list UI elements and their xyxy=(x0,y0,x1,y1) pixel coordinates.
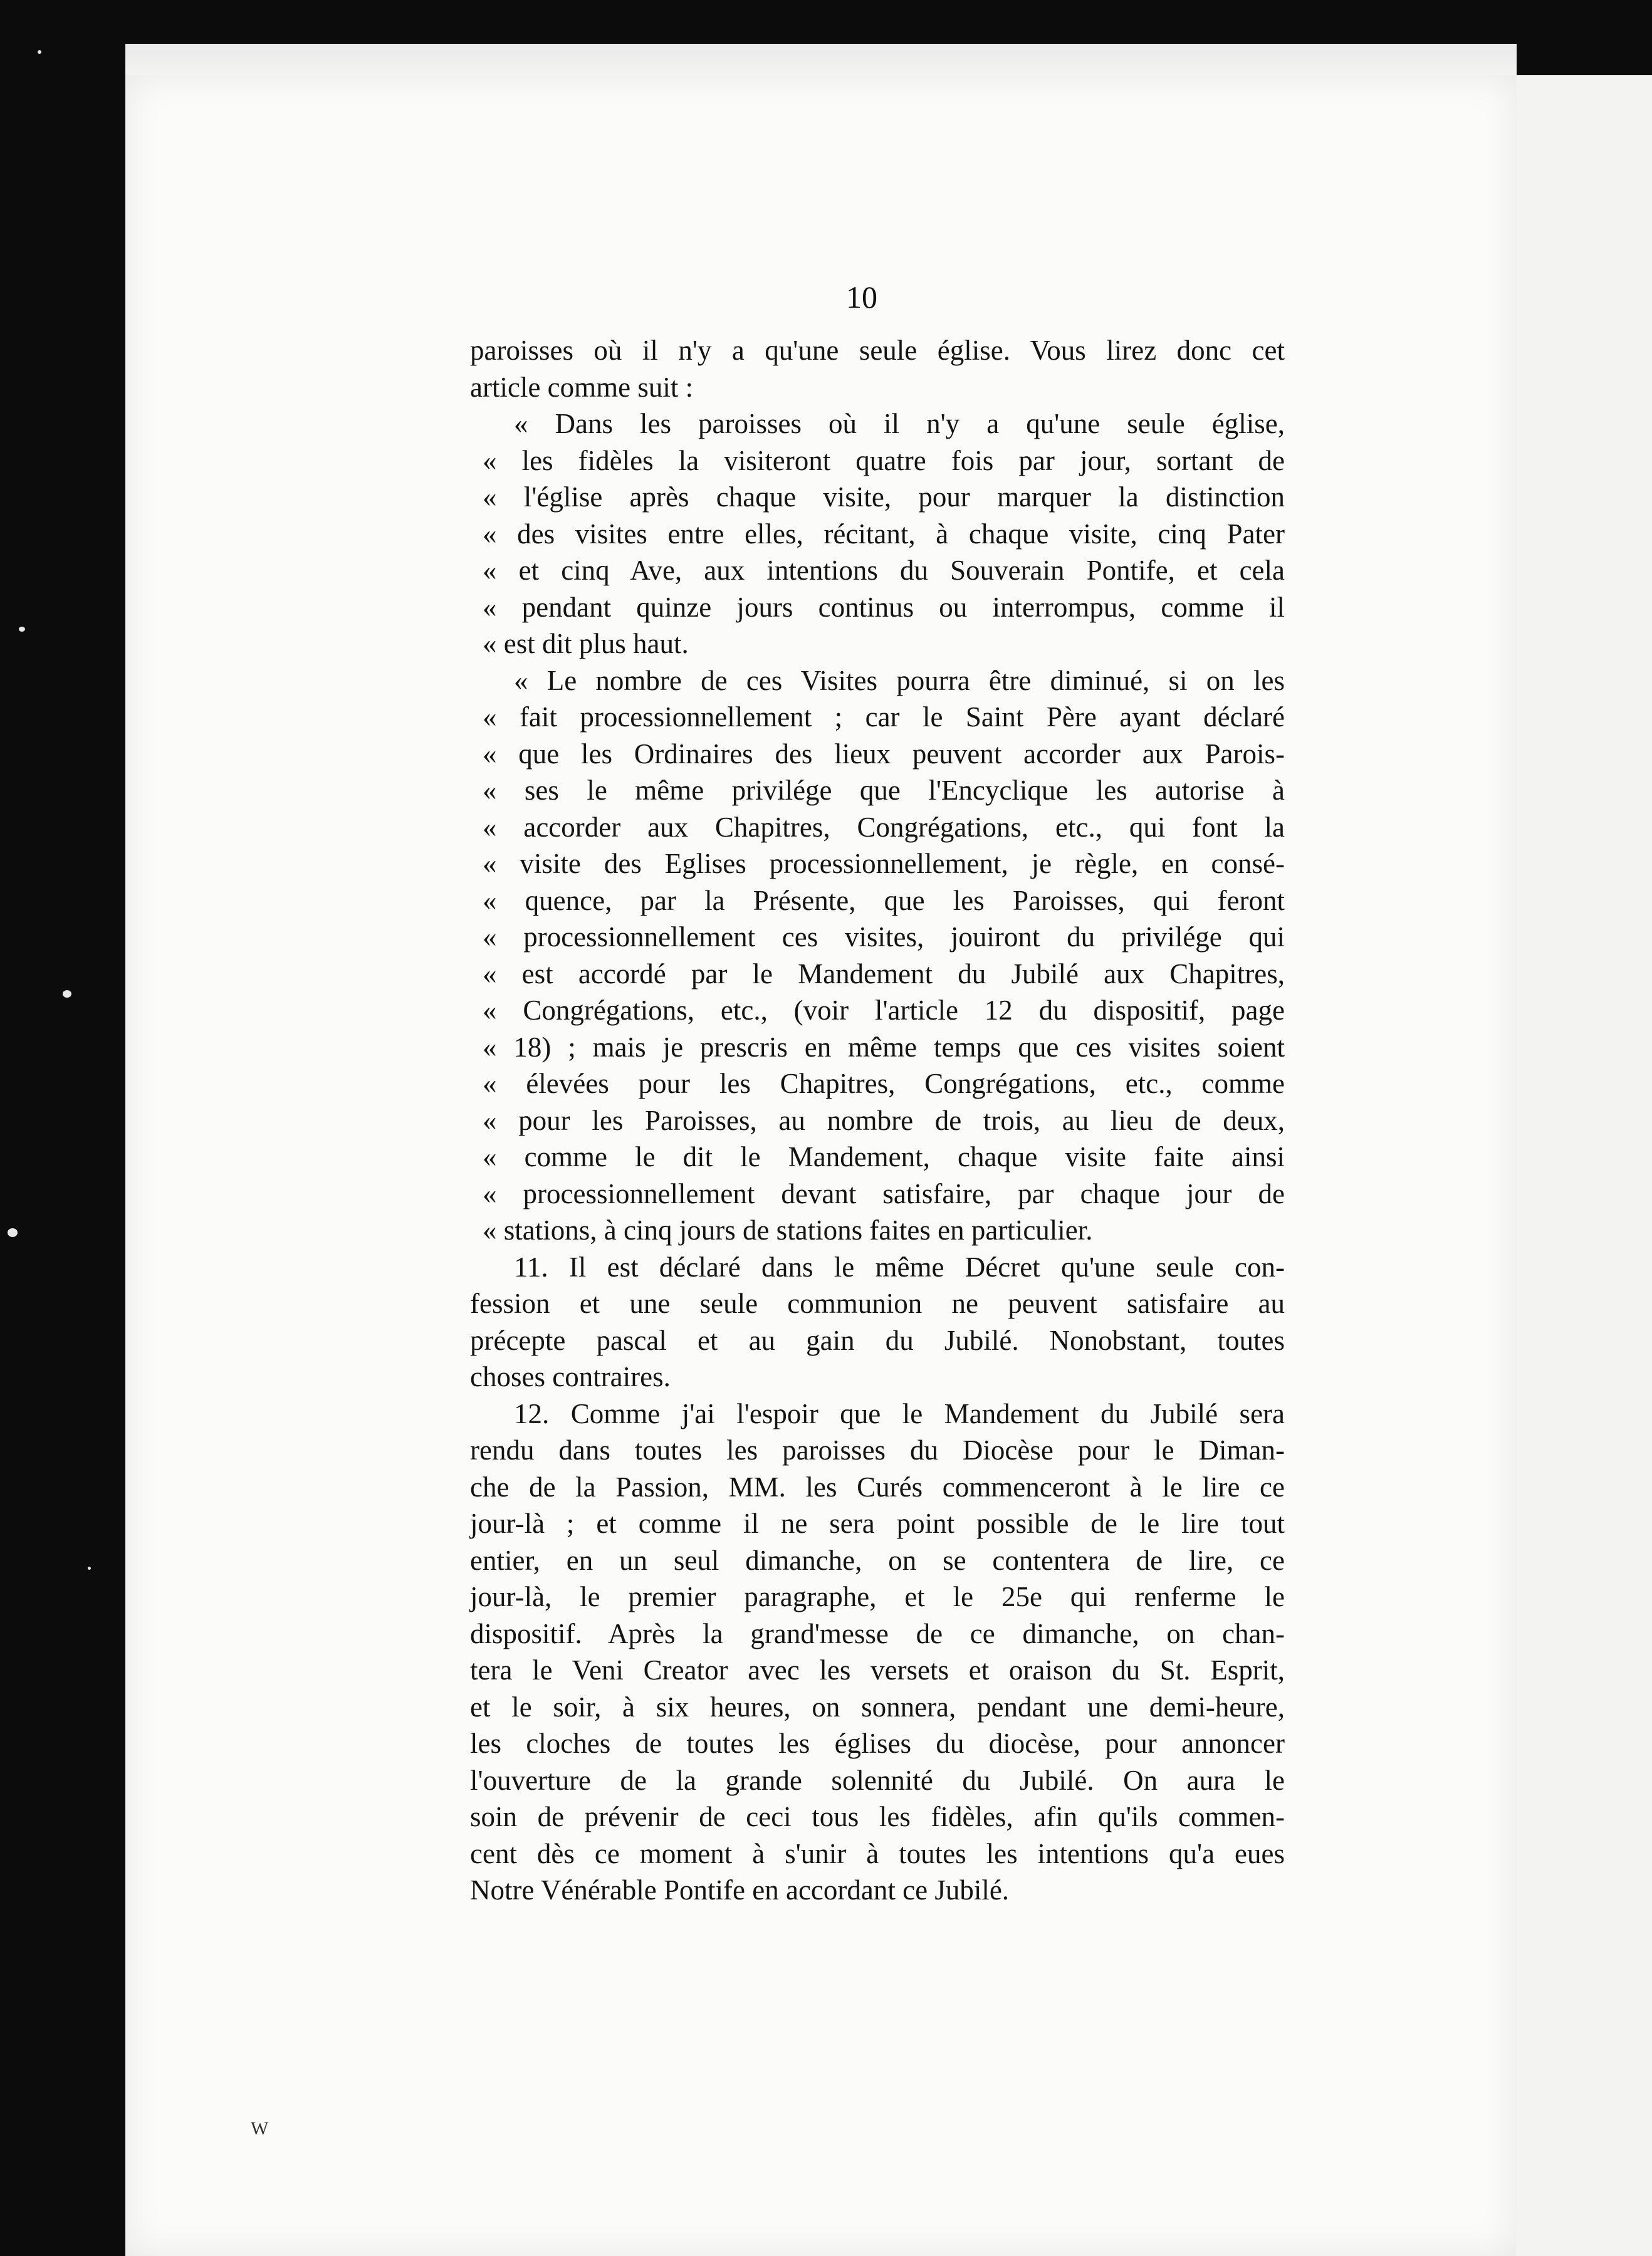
text-line: tera le Veni Creator avec les versets et oraison du St. Esprit, xyxy=(470,1654,1285,1686)
text-line: « et cinq Ave, aux intentions du Souverain Pontife, et cela xyxy=(483,555,1285,586)
text-line: « quence, par la Présente, que les Paroisses, qui feront xyxy=(483,884,1285,916)
text-line: rendu dans toutes les paroisses du Diocèse pour le Diman- xyxy=(470,1434,1285,1466)
text-line: 12. Comme j'ai l'espoir que le Mandement du Jubilé sera xyxy=(514,1397,1285,1429)
scan-speck xyxy=(19,627,25,632)
text-line: jour-là ; et comme il ne sera point possible de le lire tout xyxy=(470,1508,1285,1539)
text-line: « que les Ordinaires des lieux peuvent accorder aux Parois- xyxy=(483,738,1285,770)
text-line: l'ouverture de la grande solennité du Jubilé. On aura le xyxy=(470,1764,1285,1796)
text-line: « est dit plus haut. xyxy=(483,628,689,659)
text-line: dispositif. Après la grand'messe de ce dimanche, on chan- xyxy=(470,1617,1285,1649)
text-line: « comme le dit le Mandement, chaque visite faite ainsi xyxy=(483,1141,1285,1172)
text-line: « les fidèles la visiteront quatre fois par jour, sortant de xyxy=(483,444,1285,476)
text-line: fession et une seule communion ne peuvent satisfaire au xyxy=(470,1288,1285,1319)
text-line: et le soir, à six heures, on sonnera, pendant une demi-heure, xyxy=(470,1691,1285,1723)
text-line: « fait processionnellement ; car le Saint Père ayant déclaré xyxy=(483,701,1285,733)
text-line: che de la Passion, MM. les Curés commenceront à le lire ce xyxy=(470,1471,1285,1503)
page-number: 10 xyxy=(846,279,877,315)
scan-speck xyxy=(63,990,71,998)
library-stamp: W xyxy=(251,2118,273,2139)
scan-speck xyxy=(88,1567,91,1570)
scan-speck xyxy=(38,50,41,54)
text-line: Notre Vénérable Pontife en accordant ce Jubilé. xyxy=(470,1874,1010,1906)
text-line: « l'église après chaque visite, pour marquer la distinction xyxy=(483,481,1285,513)
text-line: « 18) ; mais je prescris en même temps que ces visites soient xyxy=(483,1031,1285,1063)
text-line: « Congrégations, etc., (voir l'article 12 du dispositif, page xyxy=(483,995,1285,1026)
text-line: « ses le même privilége que l'Encyclique les autorise à xyxy=(483,775,1285,806)
text-line: jour-là, le premier paragraphe, et le 25e qui renferme le xyxy=(470,1581,1285,1612)
text-line: choses contraires. xyxy=(470,1361,671,1392)
scan-speck xyxy=(8,1228,18,1237)
text-line: article comme suit : xyxy=(470,371,694,403)
text-line: soin de prévenir de ceci tous les fidèles, afin qu'ils commen- xyxy=(470,1801,1285,1832)
text-line: « Dans les paroisses où il n'y a qu'une seule église, xyxy=(514,408,1285,439)
text-line: « processionnellement devant satisfaire, par chaque jour de xyxy=(483,1178,1285,1209)
text-line: « stations, à cinq jours de stations faites en particulier. xyxy=(483,1214,1093,1246)
text-line: paroisses où il n'y a qu'une seule église. Vous lirez donc cet xyxy=(470,335,1285,366)
text-line: « visite des Eglises processionnellement, je règle, en consé- xyxy=(483,848,1285,879)
text-line: « processionnellement ces visites, jouiront du privilége qui xyxy=(483,921,1285,953)
text-line: 11. Il est déclaré dans le même Décret qu'une seule con- xyxy=(514,1251,1285,1283)
underlying-page-edge xyxy=(1495,75,1652,2256)
text-line: les cloches de toutes les églises du diocèse, pour annoncer xyxy=(470,1728,1285,1759)
text-line: « est accordé par le Mandement du Jubilé aux Chapitres, xyxy=(483,958,1285,990)
text-line: « des visites entre elles, récitant, à chaque visite, cinq Pater xyxy=(483,518,1285,550)
text-line: « Le nombre de ces Visites pourra être diminué, si on les xyxy=(514,664,1285,696)
text-line: précepte pascal et au gain du Jubilé. Nonobstant, toutes xyxy=(470,1324,1285,1356)
text-line: entier, en un seul dimanche, on se contentera de lire, ce xyxy=(470,1544,1285,1576)
body-text xyxy=(470,332,1285,1909)
text-line: « pour les Paroisses, au nombre de trois, au lieu de deux, xyxy=(483,1104,1285,1136)
text-line: « accorder aux Chapitres, Congrégations, etc., qui font la xyxy=(483,811,1285,843)
text-line: « pendant quinze jours continus ou interrompus, comme il xyxy=(483,591,1285,623)
text-line: « élevées pour les Chapitres, Congrégations, etc., comme xyxy=(483,1068,1285,1099)
text-line: cent dès ce moment à s'unir à toutes les intentions qu'a eues xyxy=(470,1837,1285,1869)
